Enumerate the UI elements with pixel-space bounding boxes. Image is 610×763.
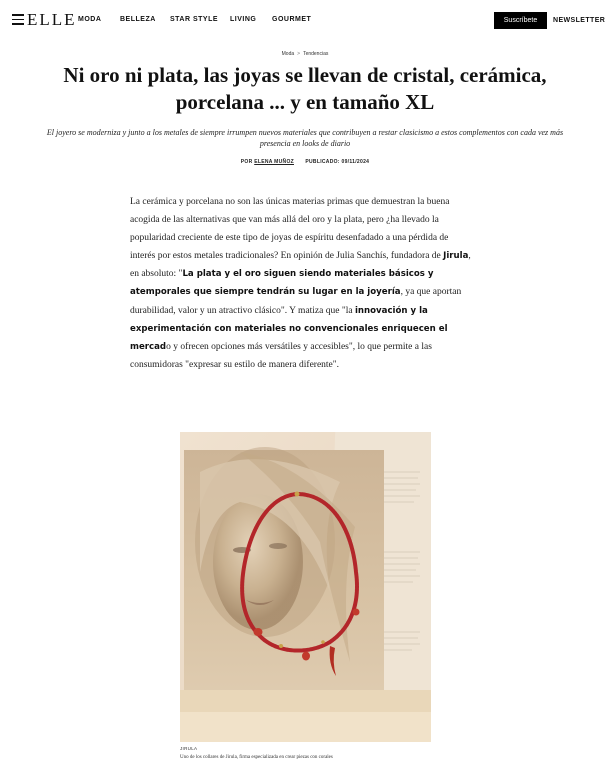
paragraph-text-2: , en absoluto: " — [130, 251, 471, 280]
quote-highlight-1: La plata y el oro siguen siendo materiales básicos y atemporales que siempre tendrán su lugar en la joyería — [130, 269, 434, 298]
nav-item-belleza[interactable]: BELLEZA — [120, 16, 156, 23]
necklace-photo — [180, 432, 431, 742]
image-caption: Uno de los collares de Jirula, firma especializada en crear piezas con corales — [180, 755, 333, 760]
author-link[interactable]: ELENA MUÑOZ — [254, 159, 294, 165]
article-subtitle: El joyero se moderniza y junto a los metales de siempre irrumpen nuevos materiales que contribuyen a restar clasicismo a estos complementos con cada vez más presencia en looks de diario — [46, 128, 564, 148]
published-date: 09/11/2024 — [341, 159, 370, 165]
elle-logo[interactable]: ELLE — [27, 10, 77, 29]
byline-prefix: POR — [240, 159, 253, 165]
breadcrumb-moda[interactable]: Moda — [281, 51, 295, 57]
nav-item-star-style[interactable]: STAR STYLE — [170, 16, 219, 23]
nav-item-living[interactable]: LIVING — [230, 16, 257, 23]
paragraph-text-4: o y ofrecen opciones más versátiles y accesibles", lo que permite a las consumidoras "expresar su estilo de manera diferente". — [130, 341, 432, 370]
breadcrumb-tendencias[interactable]: Tendencias — [303, 51, 329, 57]
breadcrumb-separator: > — [297, 51, 301, 57]
breadcrumb — [0, 51, 610, 57]
paragraph-text-1: La cerámica y porcelana no son las únicas materias primas que demuestran la buena acogida de las alternativas que van más allá del oro y la plata, pero ¿ha llevado la popularidad creciente de este tipo de joyas de espíritu desenfadado a una pérdida de interés por estos metales tradicionales? En opinión de Julia Sanchís, fundadora de — [130, 197, 450, 262]
article-paragraph — [130, 193, 474, 374]
article-image — [180, 432, 431, 742]
subscribe-button[interactable]: Suscríbete — [494, 12, 547, 29]
nav-item-moda[interactable]: MODA — [78, 16, 102, 23]
nav-item-gourmet[interactable]: GOURMET — [272, 16, 312, 23]
image-credit: JIRULA — [180, 746, 198, 751]
brand-jirula: Jirula — [443, 251, 469, 262]
article-title: Ni oro ni plata, las joyas se llevan de cristal, cerámica, porcelana ... y en tamaño XL — [63, 63, 547, 114]
quote-highlight-2: innovación y la experimentación con materiales no convencionales enriquecen el mercad — [130, 305, 448, 352]
menu-icon[interactable] — [12, 14, 24, 25]
byline — [0, 159, 610, 165]
newsletter-link[interactable]: NEWSLETTER — [553, 17, 606, 24]
published-label: PUBLICADO: — [305, 159, 340, 165]
paragraph-text-3: , ya que aportan durabilidad, valor y un atractivo clásico". Y matiza que "la — [130, 287, 462, 316]
